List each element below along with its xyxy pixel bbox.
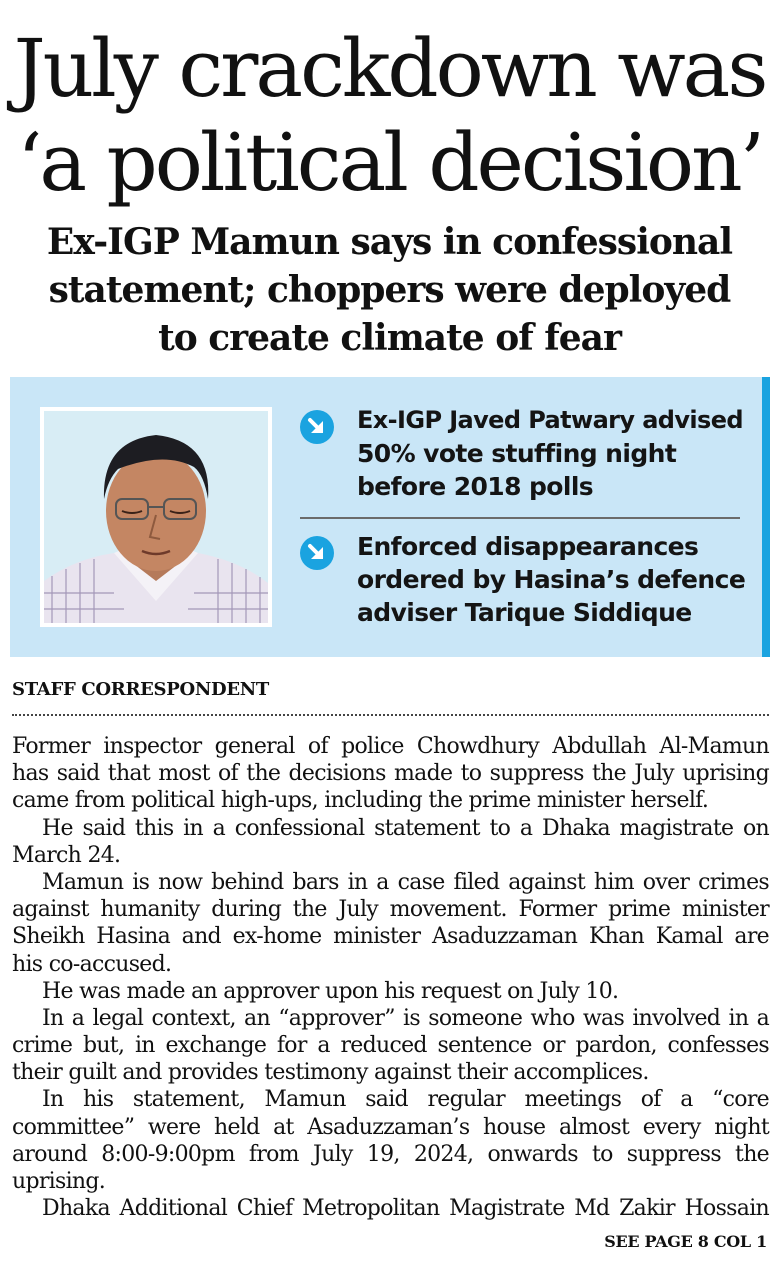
highlight-line: Ex-IGP Javed Patwary advised [357, 406, 743, 434]
highlight-line: Enforced disappearances [357, 532, 699, 561]
portrait-illustration [44, 411, 268, 623]
body-line: against humanity during the July movement. Former prime minister [12, 897, 769, 923]
body-line: Dhaka Additional Chief Metropolitan Magistrate Md Zakir Hossain [42, 1196, 769, 1222]
headline-line-1: July crackdown was [13, 22, 766, 115]
arrow-circle-icon [300, 410, 334, 444]
headline-line-2: ‘a political decision’ [16, 116, 763, 209]
body-line: Former inspector general of police Chowdhury Abdullah Al-Mamun [12, 734, 769, 759]
body-line: He was made an approver upon his request on July 10. [42, 978, 619, 1004]
body-line: crime but, in exchange for a reduced sentence or pardon, confesses [12, 1033, 769, 1059]
byline: STAFF CORRESPONDENT [12, 679, 269, 700]
highlight-text [357, 404, 747, 503]
highlight-line: 50% vote stuffing night [357, 439, 677, 468]
article-body [12, 733, 769, 1222]
body-line: came from political high-ups, including the prime minister herself. [12, 788, 709, 814]
body-line: He said this in a confessional statement to a Dhaka magistrate on [42, 815, 769, 841]
highlight-text [357, 530, 747, 629]
highlight-line: before 2018 polls [357, 472, 594, 501]
subheadline-line-3: to create climate of fear [158, 317, 621, 359]
subheadline-line-2: statement; choppers were deployed [48, 269, 731, 311]
body-line: his co-accused. [12, 951, 172, 977]
body-line: around 8:00-9:00pm from July 19, 2024, onwards to suppress the [12, 1141, 769, 1167]
highlight-line: ordered by Hasina’s defence [357, 565, 746, 594]
arrow-circle-icon [300, 536, 334, 570]
dotted-divider [12, 714, 769, 716]
subheadline-line-1: Ex-IGP Mamun says in confessional [46, 221, 733, 263]
subheadline [0, 218, 779, 362]
body-line: their guilt and provides testimony against their accomplices. [12, 1060, 649, 1086]
continuation-link[interactable]: SEE PAGE 8 COL 1 [604, 1232, 767, 1251]
body-line: Mamun is now behind bars in a case filed against him over crimes [42, 869, 769, 895]
panel-divider [300, 517, 740, 519]
body-line: In a legal context, an “approver” is someone who was involved in a [42, 1005, 769, 1031]
portrait-photo [40, 407, 272, 627]
highlight-line: adviser Tarique Siddique [357, 598, 692, 627]
body-line: March 24. [12, 842, 121, 868]
body-line: committee” were held at Asaduzzaman’s house almost every night [12, 1114, 769, 1140]
body-line: uprising. [12, 1169, 106, 1194]
body-line: Sheikh Hasina and ex-home minister Asaduzzaman Khan Kamal are [12, 924, 769, 950]
body-line: has said that most of the decisions made to suppress the July uprising [12, 761, 769, 787]
body-line: In his statement, Mamun said regular meetings of a “core [42, 1087, 769, 1113]
highlights-panel [10, 377, 770, 657]
headline [0, 22, 779, 210]
